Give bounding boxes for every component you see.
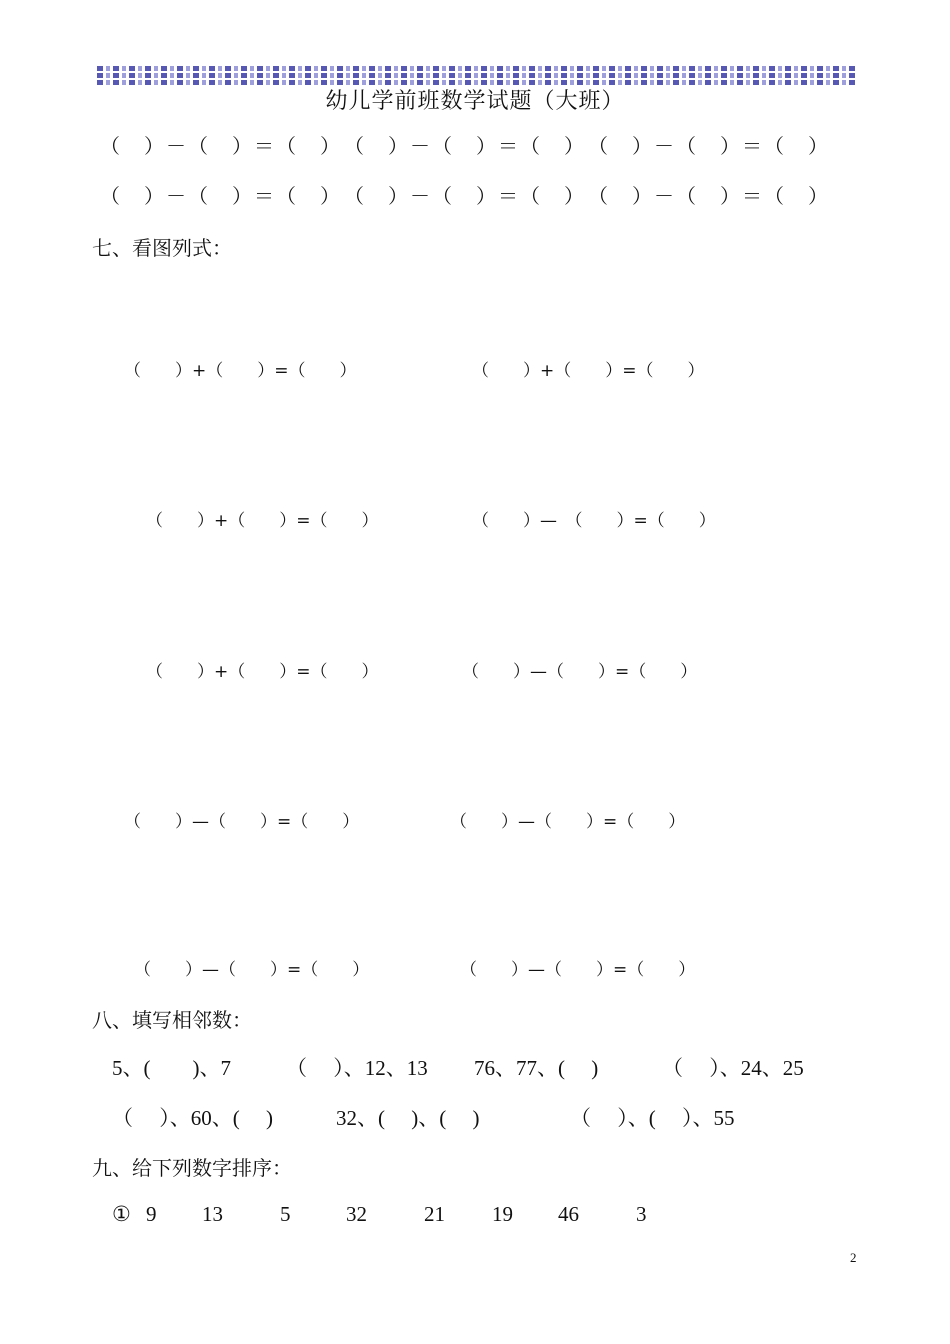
- neighbor-item: 32、( )、( ): [336, 1106, 480, 1130]
- decorative-header-border: [97, 66, 855, 86]
- subtraction-row-1: （ ）－（ ）＝（ ） （ ）－（ ）＝（ ） （ ）－（ ）＝（ ）: [100, 134, 830, 158]
- equation-row-4-left: （ ）—（ ）=（ ）: [124, 812, 360, 832]
- sequence-marker: ①: [112, 1202, 131, 1226]
- section-7-heading: 七、看图列式：: [92, 236, 232, 260]
- page-number: 2: [850, 1250, 857, 1265]
- neighbor-item: （ ）、60、( ): [112, 1106, 273, 1130]
- section-9-heading: 九、给下列数字排序：: [92, 1156, 292, 1180]
- equation-row-5-right: （ ）—（ ）=（ ）: [460, 960, 696, 980]
- sequence-number: 19: [492, 1202, 513, 1226]
- equation-row-5-left: （ ）—（ ）=（ ）: [134, 960, 370, 980]
- equation-row-3-left: （ ）+（ ）=（ ）: [146, 662, 379, 682]
- sequence-number: 3: [636, 1202, 647, 1226]
- equation-row-4-right: （ ）—（ ）=（ ）: [450, 812, 686, 832]
- equation-row-2-left: （ ）+（ ）=（ ）: [146, 511, 379, 531]
- sequence-number: 21: [424, 1202, 445, 1226]
- subtraction-row-2: （ ）－（ ）＝（ ） （ ）－（ ）＝（ ） （ ）－（ ）＝（ ）: [100, 184, 830, 208]
- equation-row-2-right: （ ）— （ ）=（ ）: [472, 511, 716, 531]
- equation-row-1-right: （ ）+（ ）=（ ）: [472, 361, 705, 381]
- sequence-number: 13: [202, 1202, 223, 1226]
- neighbor-item: （ ）、( ）、55: [570, 1106, 735, 1130]
- neighbor-item: （ ）、12、13: [286, 1056, 428, 1080]
- page-title: 幼儿学前班数学试题（大班）: [325, 89, 625, 114]
- neighbor-item: （ ）、24、25: [662, 1056, 804, 1080]
- sequence-number: 46: [558, 1202, 579, 1226]
- neighbor-item: 76、77、( ): [474, 1056, 599, 1080]
- section-8-heading: 八、填写相邻数：: [92, 1008, 252, 1032]
- neighbor-item: 5、( )、7: [112, 1056, 231, 1080]
- sequence-number: 32: [346, 1202, 367, 1226]
- equation-row-1-left: （ ）+（ ）=（ ）: [124, 361, 357, 381]
- sequence-number: 9: [146, 1202, 157, 1226]
- equation-row-3-right: （ ）—（ ）=（ ）: [462, 662, 698, 682]
- sequence-number: 5: [280, 1202, 291, 1226]
